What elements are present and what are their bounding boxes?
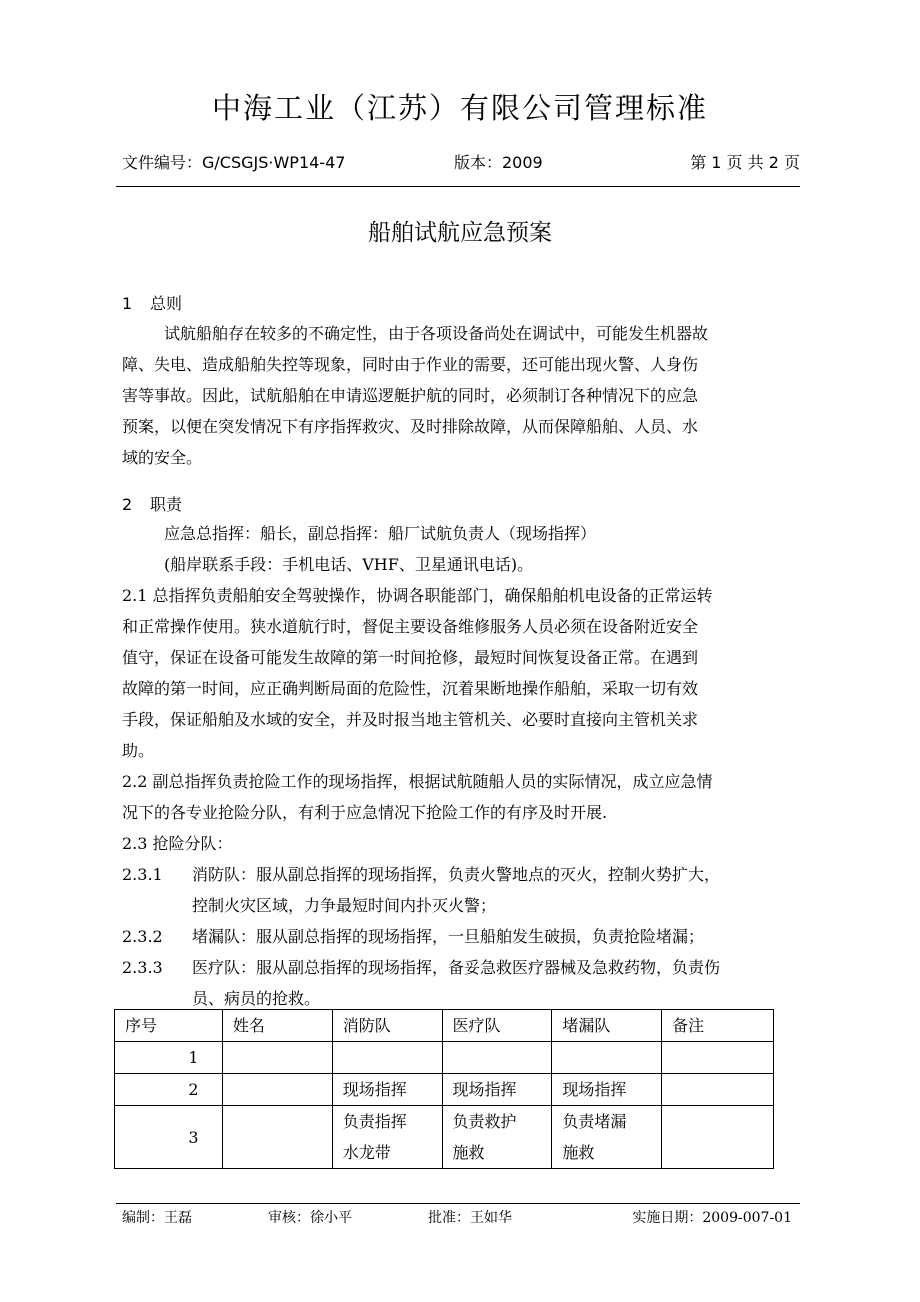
- section-2-intro: [122, 518, 802, 580]
- table-cell: [222, 1106, 332, 1169]
- intro-line: 应急总指挥：船长，副总指挥：船厂试航负责人（现场指挥）: [164, 524, 597, 543]
- table-cell: [222, 1042, 332, 1074]
- team-table: [114, 1009, 774, 1169]
- company-title: 中海工业（江苏）有限公司管理标准: [211, 91, 708, 125]
- document-version: 版本：2009: [454, 153, 543, 172]
- section-2-number: 2: [122, 495, 133, 514]
- table-header-cell: 堵漏队: [552, 1010, 662, 1042]
- page-info: 第 1 页 共 2 页: [690, 153, 800, 172]
- cell-line: 施救: [562, 1143, 595, 1162]
- section-1-title: 总则: [150, 294, 183, 313]
- table-header-cell: 姓名: [222, 1010, 332, 1042]
- table-header-cell: 消防队: [332, 1010, 442, 1042]
- table-cell: [552, 1042, 662, 1074]
- table-cell: [442, 1106, 552, 1169]
- table-row: [115, 1106, 774, 1169]
- paragraph-line: 助。: [122, 741, 155, 760]
- item-text: 消防队：服从副总指挥的现场指挥，负责火警地点的灭火，控制火势扩大，: [192, 865, 721, 884]
- paragraph-line: 况下的各专业抢险分队，有利于应急情况下抢险工作的有序及时开展.: [122, 803, 608, 822]
- table-cell: [332, 1106, 442, 1169]
- table-cell: 现场指挥: [552, 1074, 662, 1106]
- paragraph-line: 域的安全。: [122, 448, 203, 467]
- item-text: 堵漏队：服从副总指挥的现场指挥，一旦船舶发生破损，负责抢险堵漏；: [192, 927, 705, 946]
- item-2-3-1-continuation: 控制火灾区域，力争最短时间内扑灭火警；: [192, 896, 497, 915]
- item-number: 2.3.2: [122, 927, 163, 946]
- table-row: [115, 1074, 774, 1106]
- footer-approver: 批准：王如华: [428, 1210, 512, 1226]
- paragraph-line: 手段，保证船舶及水域的安全，并及时报当地主管机关、必要时直接向主管机关求: [122, 710, 699, 729]
- table-row: [115, 1042, 774, 1074]
- header-divider: [116, 186, 800, 187]
- cell-line: 负责堵漏: [562, 1112, 627, 1131]
- table-cell: 现场指挥: [442, 1074, 552, 1106]
- table-cell: [222, 1074, 332, 1106]
- table-cell: [662, 1106, 774, 1169]
- paragraph-line: 值守，保证在设备可能发生故障的第一时间抢修，最短时间恢复设备正常。在遇到: [122, 648, 699, 667]
- item-number: 2.3.3: [122, 958, 163, 977]
- paragraph-line: 和正常操作使用。狭水道航行时，督促主要设备维修服务人员必须在设备附近安全: [122, 617, 699, 636]
- table-cell: [442, 1042, 552, 1074]
- paragraph-line: 2.2 副总指挥负责抢险工作的现场指挥，根据试航随船人员的实际情况，成立应急情: [122, 772, 713, 791]
- cell-line: 负责指挥: [342, 1112, 407, 1131]
- item-2-3-3-continuation: 员、病员的抢救。: [192, 989, 321, 1008]
- item-2-3-3: [122, 952, 802, 983]
- table-cell-seq: 2: [115, 1074, 223, 1106]
- table-header-cell: 备注: [662, 1010, 774, 1042]
- item-2-3-1: [122, 859, 802, 890]
- section-2-title: 职责: [150, 495, 183, 514]
- paragraph-line: 预案，以便在突发情况下有序指挥救灾、及时排除故障，从而保障船舶、人员、水: [122, 417, 699, 436]
- table-header-cell: 医疗队: [442, 1010, 552, 1042]
- paragraph-line: 故障的第一时间，应正确判断局面的危险性，沉着果断地操作船舶，采取一切有效: [122, 679, 699, 698]
- intro-line: (船岸联系手段：手机电话、VHF、卫星通讯电话)。: [164, 555, 534, 574]
- section-1-number: 1: [122, 294, 133, 313]
- table-cell: [332, 1042, 442, 1074]
- table-header-cell: 序号: [115, 1010, 223, 1042]
- cell-line: 水龙带: [342, 1143, 391, 1162]
- paragraph-2-1: [122, 580, 802, 766]
- table-cell: [662, 1074, 774, 1106]
- table-cell-seq: 1: [115, 1042, 223, 1074]
- footer-editor: 编制：王磊: [122, 1210, 192, 1226]
- paragraph-line: 障、失电、造成船舶失控等现象，同时由于作业的需要，还可能出现火警、人身伤: [122, 355, 699, 374]
- item-text: 医疗队：服从副总指挥的现场指挥，备妥急救医疗器械及急救药物，负责伤: [192, 958, 721, 977]
- cell-line: 施救: [452, 1143, 485, 1162]
- paragraph-line: 试航船舶存在较多的不确定性，由于各项设备尚处在调试中，可能发生机器故: [164, 324, 709, 343]
- paragraph-line: 害等事故。因此，试航船舶在申请巡逻艇护航的同时，必须制订各种情况下的应急: [122, 386, 699, 405]
- table-cell: [662, 1042, 774, 1074]
- table-header-row: [115, 1010, 774, 1042]
- document-meta-row: [122, 150, 800, 174]
- section-1-paragraph: [122, 318, 802, 473]
- table-cell-seq: 3: [115, 1106, 223, 1169]
- table-cell: 现场指挥: [332, 1074, 442, 1106]
- footer-divider: [116, 1203, 800, 1204]
- cell-line: 负责救护: [452, 1112, 517, 1131]
- section-1-heading: [122, 291, 182, 314]
- paragraph-2-2: [122, 766, 802, 828]
- footer: [122, 1207, 792, 1227]
- document-number: 文件编号：G/CSGJS·WP14-47: [122, 153, 346, 172]
- footer-reviewer: 审核：徐小平: [268, 1210, 352, 1226]
- item-2-3-2: [122, 921, 802, 952]
- item-number: 2.3.1: [122, 865, 163, 884]
- paragraph-line: 2.1 总指挥负责船舶安全驾驶操作，协调各职能部门，确保船舶机电设备的正常运转: [122, 586, 713, 605]
- paragraph-2-3: 2.3 抢险分队：: [122, 834, 233, 853]
- footer-date: 实施日期：2009-007-01: [632, 1210, 792, 1226]
- table-cell: [552, 1106, 662, 1169]
- document-title: 船舶试航应急预案: [368, 220, 552, 246]
- section-2-heading: [122, 492, 182, 515]
